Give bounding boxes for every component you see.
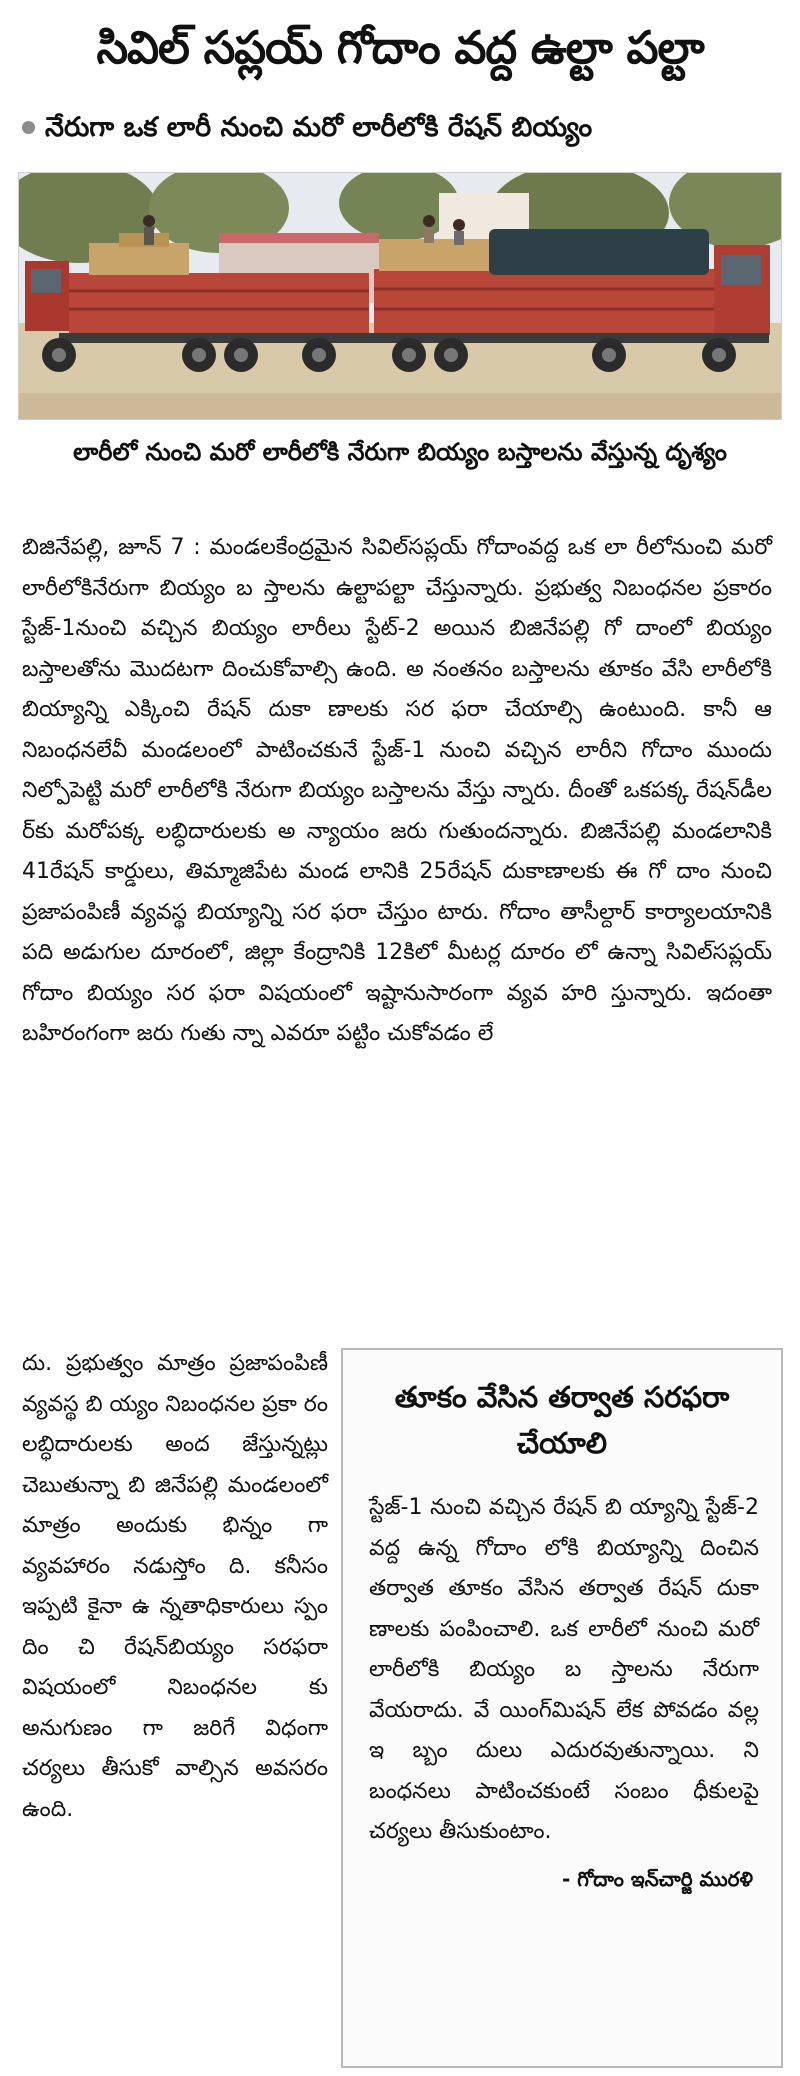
sidebar-title: తూకం వేసిన తర్వాత సరఫరా చేయాలి (394, 1380, 730, 1460)
sidebar-box (341, 1348, 783, 2068)
headline: సివిల్ సప్లయ్ గోదాం వద్ద ఉల్టా పల్టా (96, 21, 704, 74)
subheadline-text: నేరుగా ఒక లారీ నుంచి మరో లారీలోకి రేషన్ బియ్యం (45, 112, 593, 143)
bullet-icon (22, 121, 35, 134)
sidebar-attribution: - గోదాం ఇన్‌చార్జి మురళి (561, 1866, 753, 1891)
article-body: బిజినేపల్లి, జూన్ 7 : మండలకేంద్రమైన సివిల్‌సప్లయ్ గోదాంవద్ద ఒక లా రీలోనుంచి మరో లారీలోకినేరుగా బియ్యం బ స్తాలను ఉల్టాపల్టా చేస్తున్నారు. ప్రభుత్వ నిబంధనల ప్రకారం స్టేజ్-1నుంచి వచ్చిన బియ్యం లారీలు స్టేట్-2 అయిన బిజినేపల్లి గో దాంలో బియ్యం బస్తాలతోను మొదటగా దించుకోవాల్సి ఉంది. అ నంతనం బస్తాలను తూకం వేసి లారీలోకి బియ్యాన్ని ఎక్కించి రేషన్ దుకా ణాలకు సర ఫరా చేయాల్సి ఉంటుంది. కానీ ఆ నిబంధనలేవీ మండలంలో పాటించకునే స్టేజ్-1 నుంచి వచ్చిన లారీని గోదాం ముందు నిల్పోపెట్టి మరో లారీలోకి నేరుగా బియ్యం బస్తాలను వేస్తు న్నారు. దీంతో ఒకపక్క రేషన్‌డీల ర్‌కు మరోపక్క లబ్ధిదారులకు అ న్యాయం జరు గుతుందన్నారు. బిజినేపల్లి మండలానికి 41రేషన్ కార్డులు, తిమ్మాజిపేట మండ లానికి 25రేషన్ దుకాణాలకు ఈ గో దాం నుంచి ప్రజాపంపిణీ వ్యవస్థ బియ్యాన్ని సర ఫరా చేస్తుం టారు. గోదాం తాసీల్దార్ కార్యాలయానికి పది అడుగుల దూరంలో, జిల్లా కేంద్రానికి 12కిలో మీటర్ల దూరం లో ఉన్నా సివిల్‌సప్లయ్ గోదాం బియ్యం సర ఫరా విషయంలో ఇష్టానుసారంగా వ్యవ హరి స్తున్నారు. ఇదంతా బహిరంగంగా జరు గుతు న్నా ఎవరూ పట్టిం చుకోవడం లే (22, 535, 772, 1046)
truck-transfer-photo-icon (19, 173, 781, 419)
article-photo (18, 172, 782, 420)
sidebar-body: స్టేజ్-1 నుంచి వచ్చిన రేషన్ బి య్యాన్ని స్టేజ్-2 వద్ద ఉన్న గోదాం లోకి బియ్యాన్ని దించిన తర్వాత తూకం వేసిన తర్వాత రేషన్ దుకా ణాలకు పంపించాలి. ఒక లారీలో నుంచి మరో లారీలోకి బియ్యం బ స్తాలను నేరుగా వేయరాదు. వే యింగ్‌మిషన్ లేక పోవడం వల్ల ఇ బ్బం దులు ఎదురవుతున్నాయి. ని బంధనలు పాటించకుంటే సంబం ధీకులపై చర్యలు తీసుకుంటాం. (369, 1495, 759, 1844)
subheadline (20, 108, 780, 148)
photo-caption: లారీలో నుంచి మరో లారీలోకి నేరుగా బియ్యం బస్తాలను వేస్తున్న దృశ్యం (73, 438, 727, 466)
article-body-continued: దు. ప్రభుత్వం మాత్రం ప్రజాపంపిణీ వ్యవస్థ బి య్యం నిబంధనల ప్రకా రం లబ్ధిదారులకు అంద జేస్తున్నట్లు చెబుతున్నా బి జినేపల్లి మండలంలో మాత్రం అందుకు భిన్నం గా వ్యవహారం నడుస్తోం ది. కనీసం ఇప్పటి కైనా ఉ న్నతాధికారులు స్పం దిం చి రేషన్‌బియ్యం సరఫరా విషయంలో నిబంధనల కు అనుగుణం గా జరిగే విధంగా చర్యలు తీసుకో వాల్సిన అవసరం ఉంది. (22, 1351, 328, 1822)
